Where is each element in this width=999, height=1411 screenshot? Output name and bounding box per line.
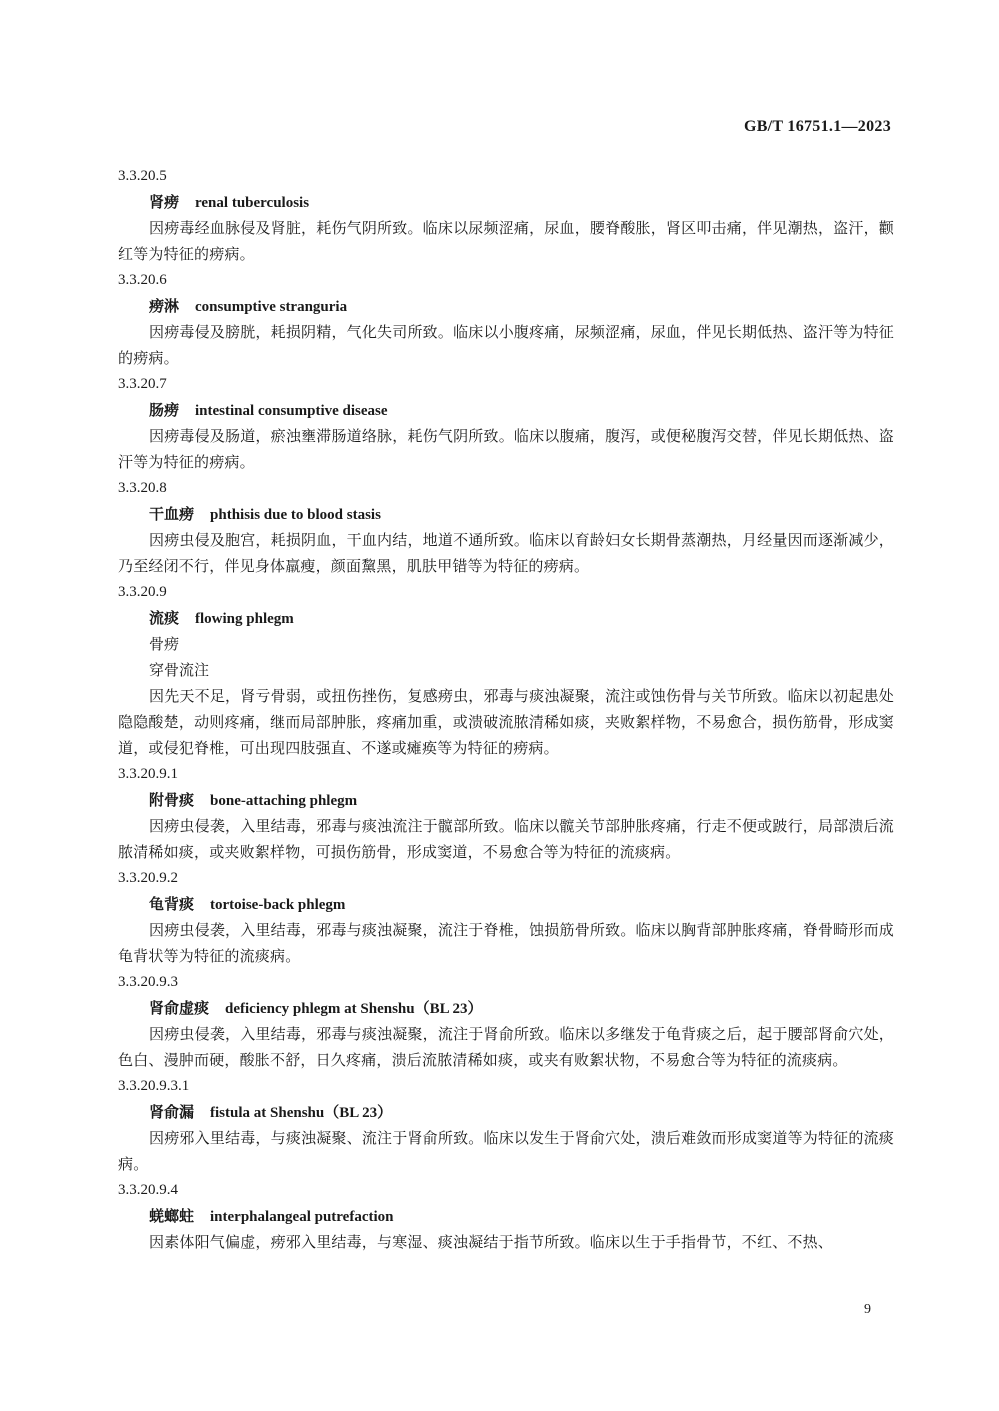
term-definition: 因痨虫侵袭，入里结毒，邪毒与痰浊流注于髋部所致。临床以髋关节部肿胀疼痛，行走不便或跛行，局部溃后流脓清稀如痰，或夹败絮样物，可损伤筋骨，形成窦道，不易愈合等为特征的流痰病。 [118,817,894,861]
term-english: intestinal consumptive disease [195,403,388,419]
term-line [118,397,894,423]
term-english: phthisis due to blood stasis [210,507,381,523]
term-entry [118,267,894,371]
term-chinese: 干血痨 [149,505,195,523]
term-line [118,787,894,813]
term-line [118,605,894,631]
clause-number: 3.3.20.8 [118,480,167,496]
term-definition: 因痨虫侵及胞宫，耗损阴血，干血内结，地道不通所致。临床以育龄妇女长期骨蒸潮热，月经量因而逐渐减少，乃至经闭不行，伴见身体羸瘦，颜面黧黑，肌肤甲错等为特征的痨病。 [118,531,894,575]
term-line [118,1203,894,1229]
clause-number: 3.3.20.9.4 [118,1182,178,1198]
clause-number: 3.3.20.9.2 [118,870,178,886]
term-entry [118,371,894,475]
term-line [118,891,894,917]
term-english: consumptive stranguria [195,299,348,315]
clause-number: 3.3.20.9.1 [118,766,178,782]
term-entry [118,1073,894,1177]
term-english: interphalangeal putrefaction [210,1209,394,1225]
term-entry [118,761,894,865]
term-english: flowing phlegm [195,611,294,627]
term-definition: 因痨毒经血脉侵及肾脏，耗伤气阴所致。临床以尿频涩痛，尿血，腰脊酸胀，肾区叩击痛，伴见潮热，盗汗，颧红等为特征的痨病。 [118,219,894,263]
clause-number: 3.3.20.6 [118,272,167,288]
term-definition: 因素体阳气偏虚，痨邪入里结毒，与寒湿、痰浊凝结于指节所致。临床以生于手指骨节，不红、不热、 [149,1233,834,1251]
term-english: tortoise-back phlegm [210,897,346,913]
term-definition: 因先天不足，肾亏骨弱，或扭伤挫伤，复感痨虫，邪毒与痰浊凝聚，流注或蚀伤骨与关节所致。临床以初起患处隐隐酸楚，动则疼痛，继而局部肿胀，疼痛加重，或溃破流脓清稀如痰，夹败絮样物，不易愈合，损伤筋骨，形成窦道，或侵犯脊椎，可出现四肢强直、不遂或瘫痪等为特征的痨病。 [118,687,894,757]
term-entry [118,163,894,267]
term-entry [118,475,894,579]
term-line [118,501,894,527]
term-chinese: 痨淋 [149,297,180,315]
clause-number: 3.3.20.7 [118,376,167,392]
term-english: fistula at Shenshu（BL 23） [210,1105,393,1121]
term-english: renal tuberculosis [195,195,310,211]
term-line [118,995,894,1021]
term-english: bone-attaching phlegm [210,793,358,809]
term-chinese: 蜣螂蛀 [149,1207,195,1225]
term-line [118,189,894,215]
document-body [118,163,894,1255]
term-synonym: 穿骨流注 [149,661,210,679]
page-number: 9 [864,1302,871,1317]
term-chinese: 流痰 [149,609,180,627]
term-entry [118,1177,894,1255]
term-chinese: 龟背痰 [149,895,195,913]
term-entry [118,969,894,1073]
clause-number: 3.3.20.9.3.1 [118,1078,190,1094]
term-chinese: 附骨痰 [149,791,195,809]
term-chinese: 肠痨 [149,401,180,419]
term-definition: 因痨邪入里结毒，与痰浊凝聚、流注于肾俞所致。临床以发生于肾俞穴处，溃后难敛而形成窦道等为特征的流痰病。 [118,1129,894,1173]
clause-number: 3.3.20.9.3 [118,974,178,990]
term-entry [118,579,894,761]
term-definition: 因痨虫侵袭，入里结毒，邪毒与痰浊凝聚，流注于肾俞所致。临床以多继发于龟背痰之后，起于腰部肾俞穴处，色白、漫肿而硬，酸胀不舒，日久疼痛，溃后流脓清稀如痰，或夹有败絮状物，不易愈合等为特征的流痰病。 [118,1025,894,1069]
term-line [118,293,894,319]
term-synonym: 骨痨 [149,635,180,653]
term-chinese: 肾俞虚痰 [149,999,210,1017]
term-chinese: 肾痨 [149,193,180,211]
term-chinese: 肾俞漏 [149,1103,195,1121]
standard-number: GB/T 16751.1—2023 [743,118,891,135]
clause-number: 3.3.20.5 [118,168,167,184]
clause-number: 3.3.20.9 [118,584,167,600]
term-line [118,1099,894,1125]
term-entry [118,865,894,969]
term-definition: 因痨毒侵及肠道，瘀浊壅滞肠道络脉，耗伤气阴所致。临床以腹痛，腹泻，或便秘腹泻交替，伴见长期低热、盗汗等为特征的痨病。 [118,427,894,471]
term-definition: 因痨毒侵及膀胱，耗损阴精，气化失司所致。临床以小腹疼痛，尿频涩痛，尿血，伴见长期低热、盗汗等为特征的痨病。 [118,323,894,367]
term-definition: 因痨虫侵袭，入里结毒，邪毒与痰浊凝聚，流注于脊椎，蚀损筋骨所致。临床以胸背部肿胀疼痛，脊骨畸形而成龟背状等为特征的流痰病。 [118,921,894,965]
term-english: deficiency phlegm at Shenshu（BL 23） [225,1001,483,1017]
